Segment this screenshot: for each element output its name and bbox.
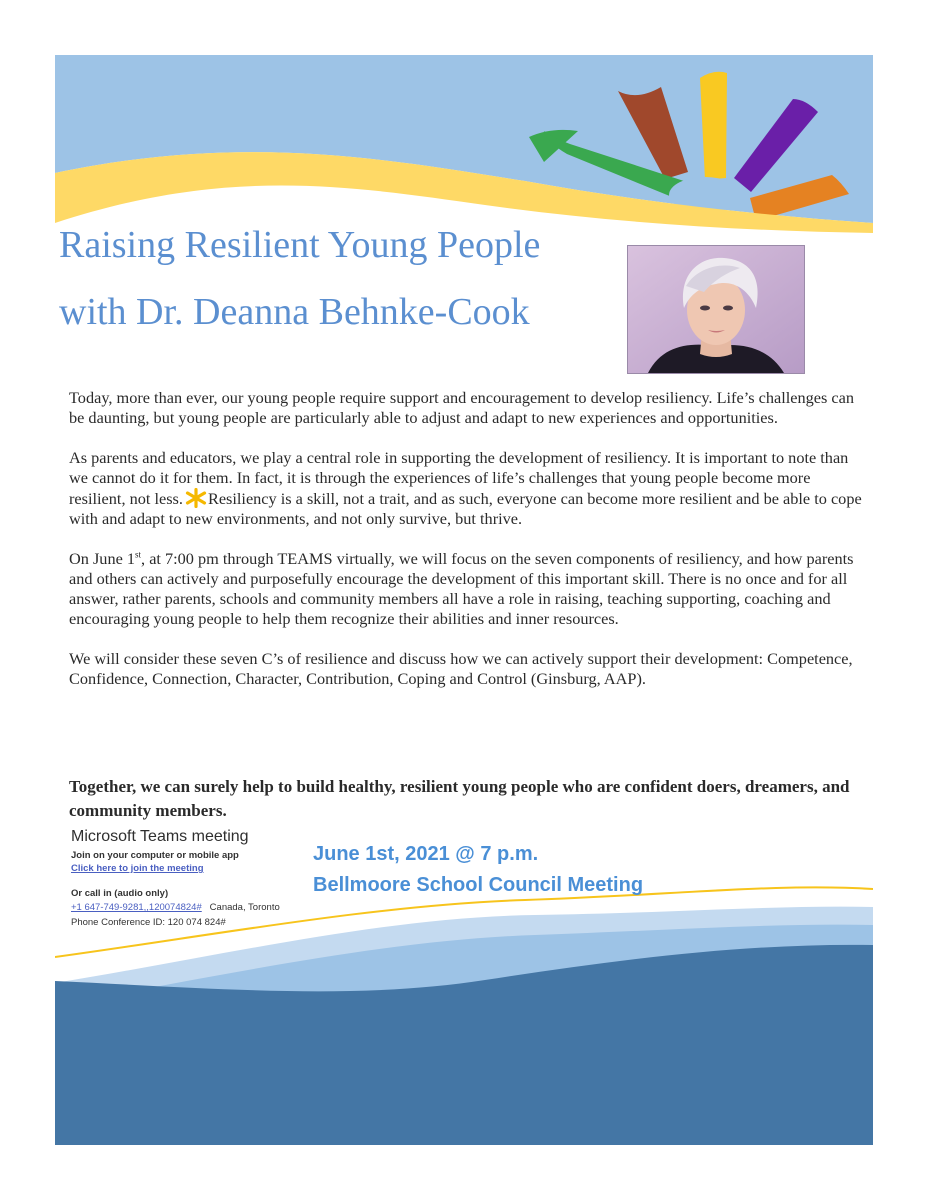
asterisk-star-icon: [185, 488, 207, 508]
teams-meeting-info: [71, 828, 331, 930]
phone-location: Canada, Toronto: [209, 902, 280, 913]
date-superscript: st: [135, 549, 142, 560]
conference-id: Phone Conference ID: 120 074 824#: [71, 917, 226, 928]
teams-join-text: Join on your computer or mobile app: [71, 850, 239, 861]
speaker-photo: [627, 245, 805, 374]
event-date: June 1st, 2021 @ 7 p.m.: [313, 843, 539, 865]
paragraph-role-part2: Resiliency is a skill, not a trait, and as such, everyone can become more resilient and be able to cope with and adapt to new environments, and not only survive, but thrive.: [69, 489, 862, 528]
phone-number-link[interactable]: +1 647-749-9281,,120074824#: [71, 902, 202, 913]
paragraph-intro: Today, more than ever, our young people require support and encouragement to develop resiliency. Life’s challenges can be daunting, but young people are particularly able to adjust and adapt to new experiences and opportunities.: [69, 388, 854, 427]
paragraph-role: [69, 448, 869, 529]
event-name: Bellmoore School Council Meeting: [313, 874, 644, 896]
title-line-2: with Dr. Deanna Behnke-Cook: [59, 291, 530, 333]
join-meeting-link[interactable]: Click here to join the meeting: [71, 863, 204, 874]
closing-statement: Together, we can surely help to build healthy, resilient young people who are confident doers, dreamers, and community members.: [69, 777, 850, 820]
paragraph-event-part1: On June 1: [69, 549, 136, 568]
call-in-label: Or call in (audio only): [71, 888, 169, 899]
phone-line: [71, 900, 331, 915]
paragraph-event: [69, 549, 869, 629]
body-text: [69, 388, 869, 709]
event-details: [313, 839, 643, 901]
teams-meeting-title: Microsoft Teams meeting: [71, 828, 249, 845]
paragraph-role-part1: As parents and educators, we play a central role in supporting the development of resiliency. It is important to note than we cannot do it for them. In fact, it is through the experiences of life’s challenges that young people become more resilient, not less.: [69, 448, 849, 508]
paragraph-seven-cs: We will consider these seven C’s of resilience and discuss how we can actively support their development: Competence, Confidence, Connection, Character, Contribution, Coping and Control (Ginsburg, AAP).: [69, 649, 853, 688]
title-line-1: Raising Resilient Young People: [59, 224, 541, 266]
paragraph-event-part2: , at 7:00 pm through TEAMS virtually, we will focus on the seven components of resiliency, and how parents and others can actively and purposefully encourage the development of this important skill. There is no once and for all answer, rather parents, schools and community members all have a role in raising, teaching supporting, coaching and encouraging young people to help them recognize their abilities and inner resources.: [69, 549, 854, 628]
speaker-portrait-icon: [628, 246, 804, 373]
flyer-page: [55, 55, 873, 1145]
